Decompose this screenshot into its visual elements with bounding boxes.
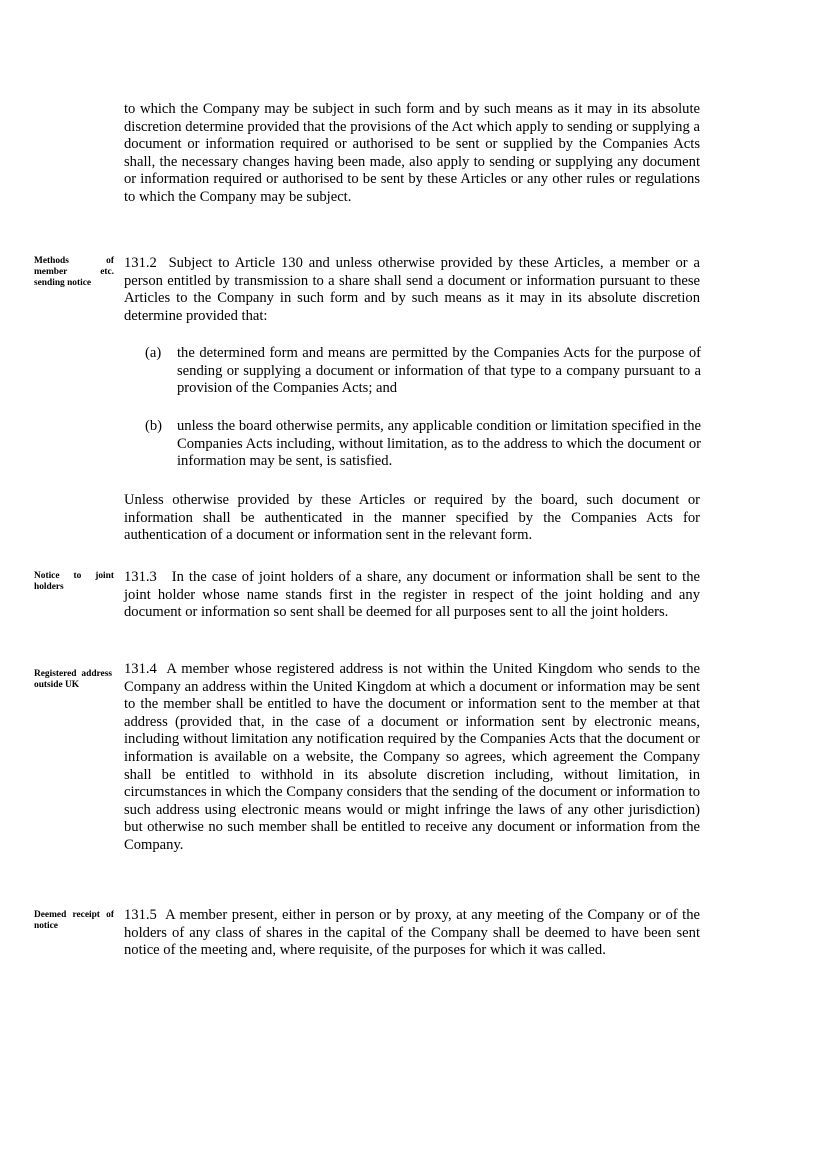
clause-131-4-body <box>124 661 700 855</box>
clause-number: 131.5 <box>124 907 157 923</box>
clause-131-3-text: In the case of joint holders of a share, any document or information shall be sent to the joint holder whose name stands first in the register in respect of the joint holding and any document or information so sent shall be deemed for all purposes sent to all the joint holders. <box>124 569 700 621</box>
margin-note-131-5: Deemed receipt of notice <box>34 910 114 932</box>
clause-131-5-body <box>124 907 700 960</box>
margin-note-131-3: Notice to joint holders <box>34 571 114 593</box>
clause-number: 131.2 <box>124 255 157 271</box>
clause-131-2-body <box>124 255 700 325</box>
clause-131-2-closing-text: Unless otherwise provided by these Articles or required by the board, such document or information shall be authenticated in the manner specified by the Companies Acts for authentication of a document or information sent in the relevant form. <box>124 492 700 544</box>
continuation-text: to which the Company may be subject in such form and by such means as it may in its absolute discretion determine provided that the provisions of the Act which apply to sending or supplying a document or information required or authorised to be sent or supplied by the Companies Acts shall, the necessary changes having been made, also apply to sending or supplying any document or information required or authorised to be sent by these Articles or any other rules or regulations to which the Company may be subject. <box>124 101 700 205</box>
clause-131-2-text: Subject to Article 130 and unless otherwise provided by these Articles, a member or a person entitled by transmission to a share shall send a document or information pursuant to these Articles to the Company in such form and by such means as it may in its absolute discretion determine provided that: <box>124 255 700 324</box>
clause-number: 131.4 <box>124 661 157 677</box>
item-label: (a) <box>145 345 162 361</box>
clause-131-3-body <box>124 569 700 622</box>
clause-131-5 <box>124 907 700 960</box>
item-text: the determined form and means are permitted by the Companies Acts for the purpose of sending or supplying a document or information of that type to a company pursuant to a provision of the Companies Acts; and <box>177 345 701 397</box>
clause-131-2-closing <box>124 492 700 545</box>
item-text: unless the board otherwise permits, any applicable condition or limitation specified in the Companies Acts including, without limitation, as to the address to which the document or information may be sent, is satisfied. <box>177 418 701 470</box>
margin-note-131-4: Registered address outside UK <box>34 669 112 691</box>
clause-131-2-item-a <box>145 345 701 398</box>
clause-131-5-text: A member present, either in person or by proxy, at any meeting of the Company or of the holders of any class of shares in the capital of the Company shall be deemed to have been sent notice of the meeting and, where requisite, of the purposes for which it was called. <box>124 907 700 959</box>
item-label: (b) <box>145 418 163 434</box>
clause-131-4-text: A member whose registered address is not within the United Kingdom who sends to the Company an address within the United Kingdom at which a document or information may be sent to the member shall be entitled to have the document or information sent to the member at that address (provided that, in the case of a document or information sent by electronic means, including without limitation any notification required by the Companies Acts that the document or information is available on a website, the Company so agrees, which agreement the Company shall be entitled to withhold in its absolute discretion including, without limitation, in circumstances in which the Company considers that the sending of the document or information to such address using electronic means would or might infringe the laws of any other jurisdiction) but otherwise no such member shall be entitled to receive any document or information from the Company. <box>124 661 700 853</box>
clause-131-4 <box>124 661 700 855</box>
margin-note-131-2: Methods of member etc. sending notice <box>34 256 114 289</box>
clause-131-3 <box>124 569 700 622</box>
clause-131-2-item-b <box>145 418 701 471</box>
clause-number: 131.3 <box>124 569 157 585</box>
clause-131-2 <box>124 255 700 325</box>
continuation-paragraph <box>124 101 700 207</box>
